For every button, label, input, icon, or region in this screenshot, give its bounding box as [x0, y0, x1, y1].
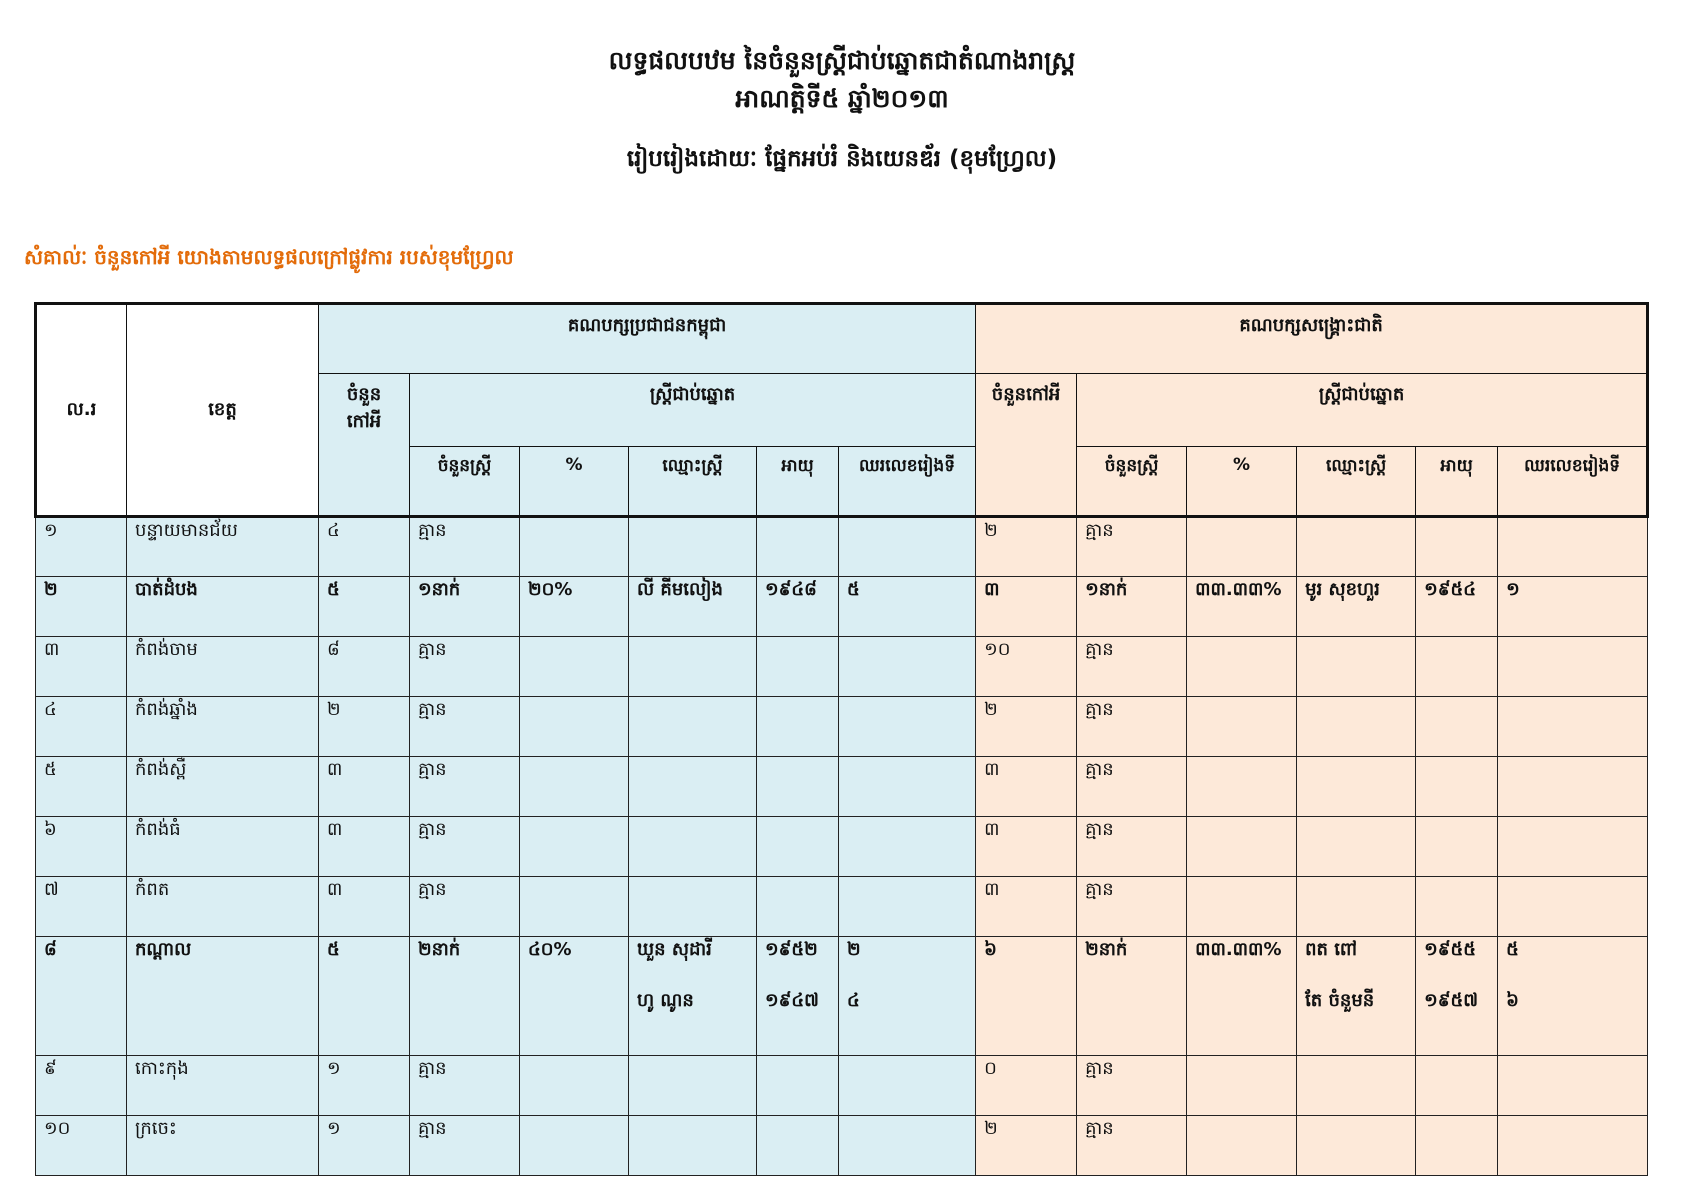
cell-cpp-rank [839, 937, 976, 1056]
cell-cnrp-age [1416, 517, 1498, 577]
cell-cnrp-age [1416, 757, 1498, 817]
header-cpp-rank: ឈរលេខរៀងទី [839, 447, 976, 517]
cell-cpp-pct: ៤០% [520, 937, 629, 1056]
subtitle: រៀបរៀងដោយៈ ផ្នែកអប់រំ និងយេនឌ័រ (ខុមហ្វ្រែល) [626, 146, 1058, 172]
table-row [36, 577, 1648, 637]
cell-cpp-name [629, 817, 757, 877]
cell-cpp-seats: ៣ [319, 757, 410, 817]
cell-cnrp-count: ១នាក់ [1077, 577, 1187, 637]
cell-cpp-name-1: ឃួន សុដារី [637, 939, 712, 960]
cell-cnrp-rank [1498, 697, 1648, 757]
cell-cnrp-pct [1187, 1056, 1297, 1116]
cell-no: ៧ [36, 877, 127, 937]
cell-no: ៥ [36, 757, 127, 817]
cell-no: ៣ [36, 637, 127, 697]
header-cpp-count: ចំនួនស្ត្រី [410, 447, 520, 517]
cell-cpp-seats: ៣ [319, 817, 410, 877]
cell-cnrp-age [1416, 697, 1498, 757]
cell-cnrp-pct [1187, 877, 1297, 937]
cell-cnrp-rank [1498, 937, 1648, 1056]
cell-cpp-age [757, 517, 839, 577]
title-line-1: លទ្ធផលបឋម នៃចំនួនស្ត្រីជាប់ឆ្នោតជាតំណាងរាស្ត្រ [608, 46, 1076, 75]
cell-province: កំពង់ឆ្នាំង [127, 697, 319, 757]
cell-cpp-seats: ៣ [319, 877, 410, 937]
cell-cpp-age [757, 1116, 839, 1176]
table-row [36, 757, 1648, 817]
header-elected-women-cnrp: ស្ត្រីជាប់ឆ្នោត [1077, 374, 1648, 447]
cell-province: កណ្តាល [127, 937, 319, 1056]
header-seats-cpp: ចំនួន កៅអី [319, 374, 410, 517]
table-row [36, 1056, 1648, 1116]
cell-cnrp-name-2: តែ ចំនួមនី [1305, 990, 1375, 1011]
cell-cnrp-seats: ០ [976, 1056, 1077, 1116]
cell-cnrp-count: គ្មាន [1077, 1116, 1187, 1176]
cell-cpp-rank-2: ៤ [847, 990, 860, 1011]
cell-cnrp-name [1297, 517, 1416, 577]
cell-no: ១ [36, 517, 127, 577]
cell-cnrp-seats: ៣ [976, 877, 1077, 937]
header-cpp-pct: % [520, 447, 629, 517]
cell-cpp-pct [520, 697, 629, 757]
table-row [36, 877, 1648, 937]
cell-cnrp-pct [1187, 1116, 1297, 1176]
cell-cpp-name [629, 1116, 757, 1176]
cell-cpp-seats: ៥ [319, 577, 410, 637]
cell-cnrp-age [1416, 637, 1498, 697]
cell-no: ៩ [36, 1056, 127, 1116]
cell-cpp-pct [520, 1056, 629, 1116]
cell-no: ៨ [36, 937, 127, 1056]
note: សំគាល់ៈ ចំនួនកៅអី យោងតាមលទ្ធផលក្រៅផ្លូវការ របស់ខុមហ្វ្រែល [24, 245, 514, 269]
cell-cpp-age [757, 757, 839, 817]
header-seats-cnrp: ចំនួនកៅអី [976, 374, 1077, 517]
table-header [36, 304, 1648, 517]
cell-province: កោះកុង [127, 1056, 319, 1116]
cell-cnrp-rank-2: ៦ [1506, 990, 1519, 1011]
cell-cpp-count: គ្មាន [410, 757, 520, 817]
cell-cnrp-count: គ្មាន [1077, 637, 1187, 697]
cell-cpp-age: ១៩៤៨ [757, 577, 839, 637]
cell-province: កំពង់ធំ [127, 817, 319, 877]
cell-cnrp-name [1297, 877, 1416, 937]
cell-cpp-rank [839, 877, 976, 937]
cell-cnrp-name [1297, 757, 1416, 817]
cell-cnrp-count: គ្មាន [1077, 1056, 1187, 1116]
cell-cpp-rank [839, 637, 976, 697]
cell-cnrp-age [1416, 817, 1498, 877]
cell-cpp-name [629, 1056, 757, 1116]
cell-cnrp-pct: ៣៣.៣៣% [1187, 577, 1297, 637]
cell-cnrp-age [1416, 937, 1498, 1056]
cell-cpp-count: គ្មាន [410, 1056, 520, 1116]
cell-cpp-pct: ២០% [520, 577, 629, 637]
cell-cpp-seats: ១ [319, 1116, 410, 1176]
cell-cpp-name: លី គីមលៀង [629, 577, 757, 637]
cell-cnrp-rank-1: ៥ [1506, 939, 1519, 960]
cell-no: ១០ [36, 1116, 127, 1176]
cell-cnrp-seats: ២ [976, 697, 1077, 757]
cell-cnrp-pct [1187, 697, 1297, 757]
cell-no: ២ [36, 577, 127, 637]
cell-cpp-seats: ៨ [319, 637, 410, 697]
cell-cpp-pct [520, 817, 629, 877]
cell-cnrp-seats: ២ [976, 1116, 1077, 1176]
cell-cnrp-name [1297, 697, 1416, 757]
cell-cnrp-seats: ៣ [976, 577, 1077, 637]
cell-cnrp-age-2: ១៩៥៧ [1424, 990, 1478, 1011]
cell-cnrp-name [1297, 1116, 1416, 1176]
cell-cpp-count: ១នាក់ [410, 577, 520, 637]
header-province: ខេត្ត [127, 304, 319, 517]
cell-cpp-age-2: ១៩៤៧ [765, 990, 819, 1011]
table-row [36, 937, 1648, 1056]
cell-cpp-pct [520, 1116, 629, 1176]
cell-cnrp-rank [1498, 757, 1648, 817]
cell-no: ៤ [36, 697, 127, 757]
cell-cpp-pct [520, 517, 629, 577]
cell-cpp-age [757, 1056, 839, 1116]
cell-cnrp-age [1416, 877, 1498, 937]
cell-cpp-age [757, 937, 839, 1056]
cell-cnrp-seats: ១០ [976, 637, 1077, 697]
cell-cnrp-name-1: ពត ពៅ [1305, 939, 1358, 960]
cell-cnrp-name [1297, 637, 1416, 697]
cell-cnrp-count: គ្មាន [1077, 697, 1187, 757]
cell-cpp-rank [839, 1056, 976, 1116]
cell-cnrp-count: ២នាក់ [1077, 937, 1187, 1056]
cell-cnrp-count: គ្មាន [1077, 517, 1187, 577]
cell-cnrp-rank [1498, 817, 1648, 877]
cell-cpp-age [757, 697, 839, 757]
table-row [36, 637, 1648, 697]
cell-cnrp-count: គ្មាន [1077, 757, 1187, 817]
cell-cnrp-pct [1187, 757, 1297, 817]
table-row [36, 697, 1648, 757]
cell-cpp-name [629, 757, 757, 817]
cell-cnrp-rank: ១ [1498, 577, 1648, 637]
cell-cpp-rank [839, 697, 976, 757]
cell-cpp-count: គ្មាន [410, 697, 520, 757]
cell-province: កំពង់ចាម [127, 637, 319, 697]
cell-cpp-count: គ្មាន [410, 877, 520, 937]
document-header [0, 42, 1684, 176]
header-cnrp-pct: % [1187, 447, 1297, 517]
cell-no: ៦ [36, 817, 127, 877]
cell-cpp-pct [520, 757, 629, 817]
cell-cpp-pct [520, 637, 629, 697]
cell-cnrp-pct [1187, 517, 1297, 577]
cell-cnrp-name [1297, 937, 1416, 1056]
cell-cnrp-seats: ២ [976, 517, 1077, 577]
cell-cnrp-pct [1187, 817, 1297, 877]
cell-cpp-count: ២នាក់ [410, 937, 520, 1056]
cell-cnrp-count: គ្មាន [1077, 877, 1187, 937]
cell-cpp-count: គ្មាន [410, 1116, 520, 1176]
cell-cpp-rank [839, 817, 976, 877]
cell-cpp-count: គ្មាន [410, 517, 520, 577]
header-elected-women-cpp: ស្ត្រីជាប់ឆ្នោត [410, 374, 976, 447]
cell-cnrp-pct [1187, 637, 1297, 697]
table-row [36, 1116, 1648, 1176]
cell-cpp-name-2: ហូ ណូន [637, 990, 694, 1011]
header-cpp-name: ឈ្មោះស្ត្រី [629, 447, 757, 517]
cell-cnrp-age-1: ១៩៥៥ [1424, 939, 1476, 960]
header-party-cpp: គណបក្សប្រជាជនកម្ពុជា [319, 304, 976, 374]
cell-cnrp-rank [1498, 1056, 1648, 1116]
cell-cpp-pct [520, 877, 629, 937]
table-body [36, 517, 1648, 1176]
table-row [36, 517, 1648, 577]
cell-cnrp-pct: ៣៣.៣៣% [1187, 937, 1297, 1056]
cell-cpp-seats: ៤ [319, 517, 410, 577]
cell-cpp-age-1: ១៩៥២ [765, 939, 818, 960]
title-line-2: អាណត្តិទី៥ ឆ្នាំ២០១៣ [735, 84, 949, 113]
cell-cpp-name [629, 937, 757, 1056]
cell-cpp-name [629, 517, 757, 577]
cell-cnrp-age [1416, 1056, 1498, 1116]
cell-cpp-name [629, 877, 757, 937]
results-table [34, 302, 1649, 1176]
cell-cnrp-rank [1498, 637, 1648, 697]
cell-cnrp-seats: ៦ [976, 937, 1077, 1056]
header-cnrp-age: អាយុ [1416, 447, 1498, 517]
cell-cpp-name [629, 697, 757, 757]
cell-cpp-seats: ១ [319, 1056, 410, 1116]
cell-cpp-seats: ២ [319, 697, 410, 757]
cell-cnrp-age [1416, 1116, 1498, 1176]
cell-province: ក្រចេះ [127, 1116, 319, 1176]
cell-cnrp-rank [1498, 877, 1648, 937]
cell-cnrp-rank [1498, 1116, 1648, 1176]
cell-cpp-seats: ៥ [319, 937, 410, 1056]
header-cnrp-rank: ឈរលេខរៀងទី [1498, 447, 1648, 517]
cell-province: កំពត [127, 877, 319, 937]
cell-province: បាត់ដំបង [127, 577, 319, 637]
cell-cnrp-seats: ៣ [976, 757, 1077, 817]
cell-cpp-age [757, 877, 839, 937]
cell-cpp-age [757, 817, 839, 877]
cell-cnrp-seats: ៣ [976, 817, 1077, 877]
cell-cnrp-name [1297, 817, 1416, 877]
header-no: ល.រ [36, 304, 127, 517]
cell-cpp-name [629, 637, 757, 697]
header-cpp-age: អាយុ [757, 447, 839, 517]
cell-cpp-rank-1: ២ [847, 939, 861, 960]
cell-cpp-age [757, 637, 839, 697]
header-cnrp-count: ចំនួនស្ត្រី [1077, 447, 1187, 517]
cell-cnrp-count: គ្មាន [1077, 817, 1187, 877]
cell-cnrp-age: ១៩៥៤ [1416, 577, 1498, 637]
cell-cpp-rank [839, 517, 976, 577]
table-row [36, 817, 1648, 877]
cell-cnrp-name [1297, 1056, 1416, 1116]
cell-province: បន្ទាយមានជ័យ [127, 517, 319, 577]
cell-cpp-count: គ្មាន [410, 637, 520, 697]
header-party-cnrp: គណបក្សសង្គ្រោះជាតិ [976, 304, 1648, 374]
cell-province: កំពង់ស្ពឺ [127, 757, 319, 817]
cell-cpp-count: គ្មាន [410, 817, 520, 877]
cell-cpp-rank: ៥ [839, 577, 976, 637]
cell-cpp-rank [839, 1116, 976, 1176]
cell-cnrp-name: មូរ សុខហួរ [1297, 577, 1416, 637]
cell-cnrp-rank [1498, 517, 1648, 577]
header-cnrp-name: ឈ្មោះស្ត្រី [1297, 447, 1416, 517]
cell-cpp-rank [839, 757, 976, 817]
